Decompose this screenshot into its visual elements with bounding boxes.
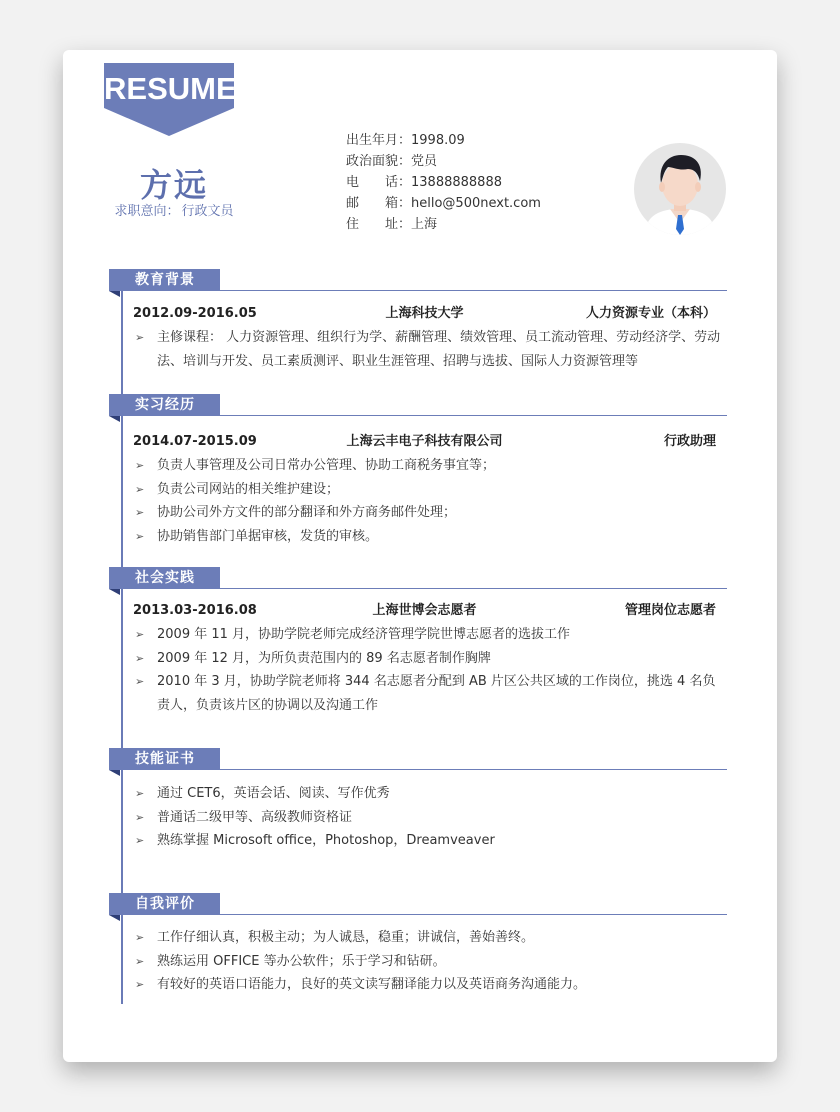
entry-role: 人力资源专业（本科） [585, 306, 716, 321]
social-bullets [133, 623, 723, 717]
section-header-internship [109, 394, 727, 420]
section-fold [109, 416, 120, 422]
list-item-text: 熟练掌握 Microsoft office，Photoshop，Dreamveaver [157, 833, 495, 848]
list-item [133, 973, 723, 997]
list-item-text: 协助公司外方文件的部分翻译和外方商务邮件处理； [157, 505, 457, 520]
person-avatar-icon [634, 143, 726, 235]
entry-org: 上海世博会志愿者 [372, 603, 477, 618]
entry-date: 2012.09-2016.05 [133, 306, 257, 321]
list-item [133, 326, 723, 373]
list-item [133, 670, 723, 717]
list-item-text: 协助销售部门单据审核，发货的审核。 [157, 528, 379, 544]
entry-date: 2014.07-2015.09 [133, 434, 257, 449]
list-item [133, 525, 723, 549]
social-entry-header [133, 602, 716, 620]
section-header-self [109, 893, 727, 919]
list-item [133, 950, 723, 974]
entry-org: 上海科技大学 [385, 306, 464, 321]
list-item [133, 806, 723, 830]
arrow-bullet-icon: ➢ [135, 675, 145, 688]
arrow-bullet-icon: ➢ [135, 978, 145, 991]
arrow-bullet-icon: ➢ [135, 529, 145, 543]
section-divider [220, 769, 727, 770]
list-item [133, 478, 723, 502]
list-item-text: 负责公司网站的相关维护建设； [157, 481, 340, 497]
list-item-text: 有较好的英语口语能力，良好的英文读写翻译能力以及英语商务沟通能力。 [157, 977, 587, 992]
arrow-bullet-icon: ➢ [135, 628, 145, 641]
info-row-politics [346, 151, 541, 172]
section-header-education [109, 269, 727, 295]
arrow-bullet-icon: ➢ [135, 506, 145, 519]
section-fold [109, 589, 120, 595]
section-header-skills [109, 748, 727, 774]
education-bullets [133, 326, 723, 373]
internship-entry-header [133, 433, 716, 451]
section-header-social [109, 567, 727, 593]
section-divider [220, 914, 727, 915]
info-value: 上海 [411, 217, 438, 232]
list-item [133, 647, 723, 671]
info-row-email [346, 193, 541, 214]
section-fold [109, 770, 120, 776]
list-item-text: 主修课程： 人力资源管理、组织行为学、薪酬管理、绩效管理、员工流动管理、劳动经济学、劳动法、培训与开发、员工素质测评、职业生涯管理、招聘与选拔、国际人力资源管理等 [157, 330, 721, 369]
list-item-text: 负责人事管理及公司日常办公管理、协助工商税务事宜等； [157, 458, 496, 473]
arrow-bullet-icon: ➢ [135, 810, 145, 824]
arrow-bullet-icon: ➢ [135, 787, 145, 800]
info-label: 政治面貌： [346, 154, 412, 169]
internship-bullets [133, 454, 723, 548]
job-intent-value: 行政文员 [181, 204, 234, 219]
info-row-birth [346, 130, 541, 151]
section-title: 教育背景 [109, 269, 220, 291]
list-item [133, 782, 723, 806]
resume-page [63, 50, 777, 1062]
list-item-text: 普通话二级甲等、高级教师资格证 [157, 809, 353, 825]
section-title: 自我评价 [109, 893, 220, 915]
section-title: 实习经历 [109, 394, 220, 416]
list-item [133, 926, 723, 950]
arrow-bullet-icon: ➢ [135, 931, 145, 944]
section-fold [109, 915, 120, 921]
arrow-bullet-icon: ➢ [135, 459, 145, 472]
info-row-phone [346, 172, 541, 193]
list-item [133, 623, 723, 647]
arrow-bullet-icon: ➢ [135, 651, 145, 665]
education-entry-header [133, 305, 716, 323]
info-label: 住 址： [346, 217, 412, 232]
list-item [133, 829, 723, 853]
info-value: 1998.09 [411, 133, 465, 148]
arrow-bullet-icon: ➢ [135, 834, 145, 847]
arrow-bullet-icon: ➢ [135, 482, 145, 496]
arrow-bullet-icon: ➢ [135, 954, 145, 968]
info-label: 出生年月： [346, 133, 412, 148]
personal-info [346, 130, 541, 235]
entry-role: 行政助理 [663, 434, 716, 449]
entry-org: 上海云丰电子科技有限公司 [346, 434, 503, 449]
arrow-bullet-icon: ➢ [135, 331, 145, 344]
list-item-text: 熟练运用 OFFICE 等办公软件；乐于学习和钻研。 [157, 953, 446, 969]
resume-badge [104, 63, 237, 136]
job-intent-label: 求职意向： [114, 204, 180, 219]
entry-role: 管理岗位志愿者 [624, 603, 716, 618]
section-divider [220, 415, 727, 416]
list-item-text: 工作仔细认真，积极主动；为人诚恳，稳重；讲诚信，善始善终。 [157, 930, 535, 945]
section-title: 社会实践 [109, 567, 220, 589]
candidate-name: 方远 [139, 166, 208, 204]
skills-bullets [133, 782, 723, 853]
info-label: 电 话： [346, 175, 412, 190]
info-value: hello@500next.com [411, 196, 541, 211]
list-item [133, 501, 723, 525]
list-item-text: 2009 年 11 月，协助学院老师完成经济管理学院世博志愿者的选拔工作 [157, 627, 571, 642]
entry-date: 2013.03-2016.08 [133, 603, 257, 618]
section-divider [220, 588, 727, 589]
list-item-text: 2009 年 12 月，为所负责范围内的 89 名志愿者制作胸牌 [157, 650, 491, 666]
job-intent [99, 200, 249, 219]
section-title: 技能证书 [109, 748, 220, 770]
resume-badge-text: RESUME [104, 71, 237, 106]
section-fold [109, 291, 120, 297]
list-item-text: 2010 年 3 月，协助学院老师将 344 名志愿者分配到 AB 片区公共区域的工作岗位，挑选 4 名负责人，负责该片区的协调以及沟通工作 [157, 674, 716, 713]
info-row-address [346, 214, 541, 235]
info-value: 13888888888 [411, 175, 502, 190]
list-item [133, 454, 723, 478]
section-divider [220, 290, 727, 291]
self-bullets [133, 926, 723, 997]
info-value: 党员 [411, 154, 438, 169]
info-label: 邮 箱： [346, 196, 412, 211]
list-item-text: 通过 CET6，英语会话、阅读、写作优秀 [157, 786, 390, 801]
